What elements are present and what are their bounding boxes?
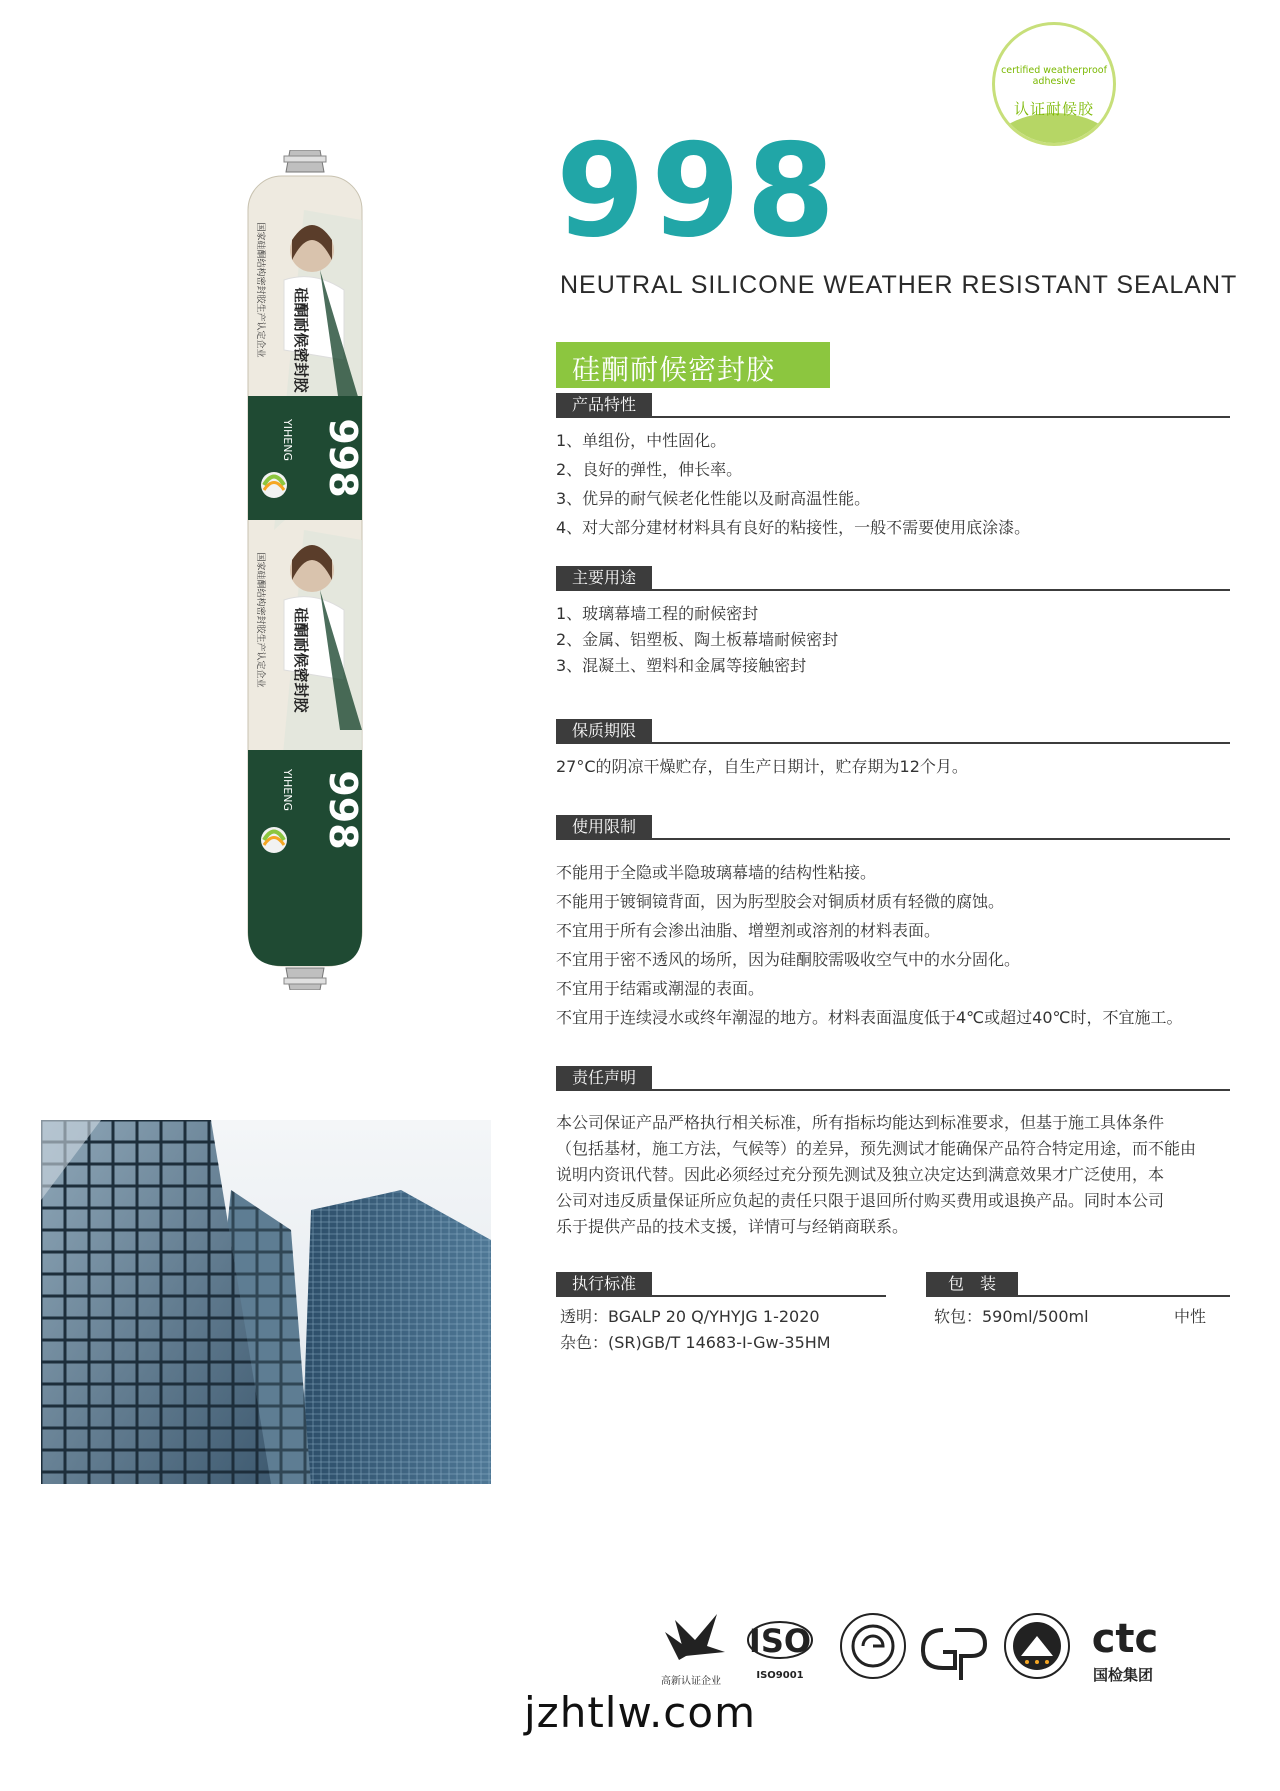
section-shelf-title: 保质期限 (556, 719, 652, 743)
svg-text:国家硅酮结构密封胶生产认定企业: 国家硅酮结构密封胶生产认定企业 (255, 552, 265, 688)
packing-type: 中性 (1174, 1307, 1207, 1326)
site-watermark: jzhtlw.com (523, 1688, 757, 1737)
limit-item: 不宜用于连续浸水或终年潮湿的地方。材料表面温度低于4℃或超过40℃时，不宜施工。 (556, 1008, 1183, 1027)
iso-logo (748, 1622, 812, 1660)
section-standard-title: 执行标准 (556, 1272, 652, 1296)
svg-text:YIHENG: YIHENG (281, 769, 294, 811)
disclaimer-line: （包括基材，施工方法，气候等）的差异，预先测试才能确保产品符合特定用途，而不能由 (556, 1139, 1197, 1158)
section-disclaimer-title: 责任声明 (556, 1066, 652, 1090)
section-limits-title: 使用限制 (556, 815, 652, 839)
shelf-life-text: 27°C的阴凉干燥贮存，自生产日期计，贮存期为12个月。 (556, 757, 968, 776)
badge-cn-text: 认证耐候胶 (1013, 100, 1094, 118)
section-uses-title: 主要用途 (556, 566, 652, 590)
section-uses-header (556, 566, 1230, 590)
svg-text:998: 998 (321, 418, 365, 498)
section-divider (556, 838, 1230, 840)
packing-value: 软包：590ml/500ml (934, 1307, 1089, 1326)
feature-item: 1、单组份，中性固化。 (556, 431, 727, 450)
limit-item: 不宜用于密不透风的场所，因为硅酮胶需吸收空气中的水分固化。 (556, 950, 1021, 969)
certification-logos (655, 1600, 1205, 1700)
model-number: 998 (556, 117, 842, 266)
certified-badge (992, 22, 1116, 146)
section-shelf-header (556, 719, 1230, 743)
product-title-en: NEUTRAL SILICONE WEATHER RESISTANT SEALANT (560, 271, 1238, 299)
gaoxin-label: 高新认证企业 (661, 1676, 721, 1687)
limit-item: 不宜用于结霜或潮湿的表面。 (556, 979, 765, 998)
disclaimer-line: 公司对违反质量保证所应负起的责任只限于退回所付购买费用或退换产品。同时本公司 (556, 1191, 1165, 1210)
section-disclaimer-header (556, 1066, 1230, 1090)
limit-item: 不能用于镀铜镜背面，因为肟型胶会对铜质材质有轻微的腐蚀。 (556, 892, 1005, 911)
feature-item: 3、优异的耐气候老化性能以及耐高温性能。 (556, 489, 871, 508)
use-item: 1、玻璃幕墙工程的耐候密封 (556, 604, 759, 623)
ctc-label: 国检集团 (1092, 1666, 1154, 1684)
product-title-cn: 硅酮耐候密封胶 (572, 353, 776, 386)
disclaimer-line: 乐于提供产品的技术支援，详情可与经销商联系。 (556, 1217, 909, 1236)
feature-item: 2、良好的弹性，伸长率。 (556, 460, 743, 479)
section-standard-header (556, 1272, 886, 1296)
feature-item: 4、对大部分建材材料具有良好的粘接性，一般不需要使用底涂漆。 (556, 518, 1031, 537)
sealant-tube-image (244, 150, 366, 990)
iso-number: ISO9001 (756, 1670, 804, 1681)
section-divider (556, 1089, 1230, 1091)
use-item: 2、金属、铝塑板、陶土板幕墙耐候密封 (556, 630, 839, 649)
building-photo (41, 1120, 491, 1484)
svg-text:YIHENG: YIHENG (281, 419, 294, 461)
section-divider (926, 1295, 1230, 1297)
svg-text:国家硅酮结构密封胶生产认定企业: 国家硅酮结构密封胶生产认定企业 (255, 222, 265, 358)
section-divider (556, 742, 1230, 744)
section-packing-header (926, 1272, 1230, 1296)
disclaimer-line: 说明内资讯代替。因此必须经过充分预先测试及独立决定达到满意效果才广泛使用，本 (556, 1165, 1165, 1184)
section-divider (556, 416, 1230, 418)
section-packing-title: 包 装 (926, 1272, 1018, 1296)
standard-line: 杂色：(SR)GB/T 14683-I-Gw-35HM (560, 1333, 831, 1352)
svg-text:硅酮耐候密封胶: 硅酮耐候密封胶 (292, 287, 310, 393)
use-item: 3、混凝土、塑料和金属等接触密封 (556, 656, 807, 675)
section-features-header (556, 393, 1230, 417)
badge-en-text: certified weatherproof adhesive (1001, 65, 1107, 87)
iso-text: ISO (748, 1622, 812, 1660)
limit-item: 不宜用于所有会渗出油脂、增塑剂或溶剂的材料表面。 (556, 921, 941, 940)
svg-text:998: 998 (321, 770, 365, 850)
svg-text:硅酮耐候密封胶: 硅酮耐候密封胶 (292, 607, 310, 713)
limit-item: 不能用于全隐或半隐玻璃幕墙的结构性粘接。 (556, 863, 877, 882)
section-divider (556, 1295, 886, 1297)
ctc-text: ctc (1091, 1616, 1159, 1662)
section-features-title: 产品特性 (556, 393, 652, 417)
standard-line: 透明：BGALP 20 Q/YHYJG 1-2020 (560, 1307, 820, 1326)
gaoxin-logo (665, 1614, 725, 1660)
section-limits-header (556, 815, 1230, 839)
section-divider (556, 589, 1230, 591)
disclaimer-line: 本公司保证产品严格执行相关标准，所有指标均能达到标准要求，但基于施工具体条件 (556, 1113, 1165, 1132)
